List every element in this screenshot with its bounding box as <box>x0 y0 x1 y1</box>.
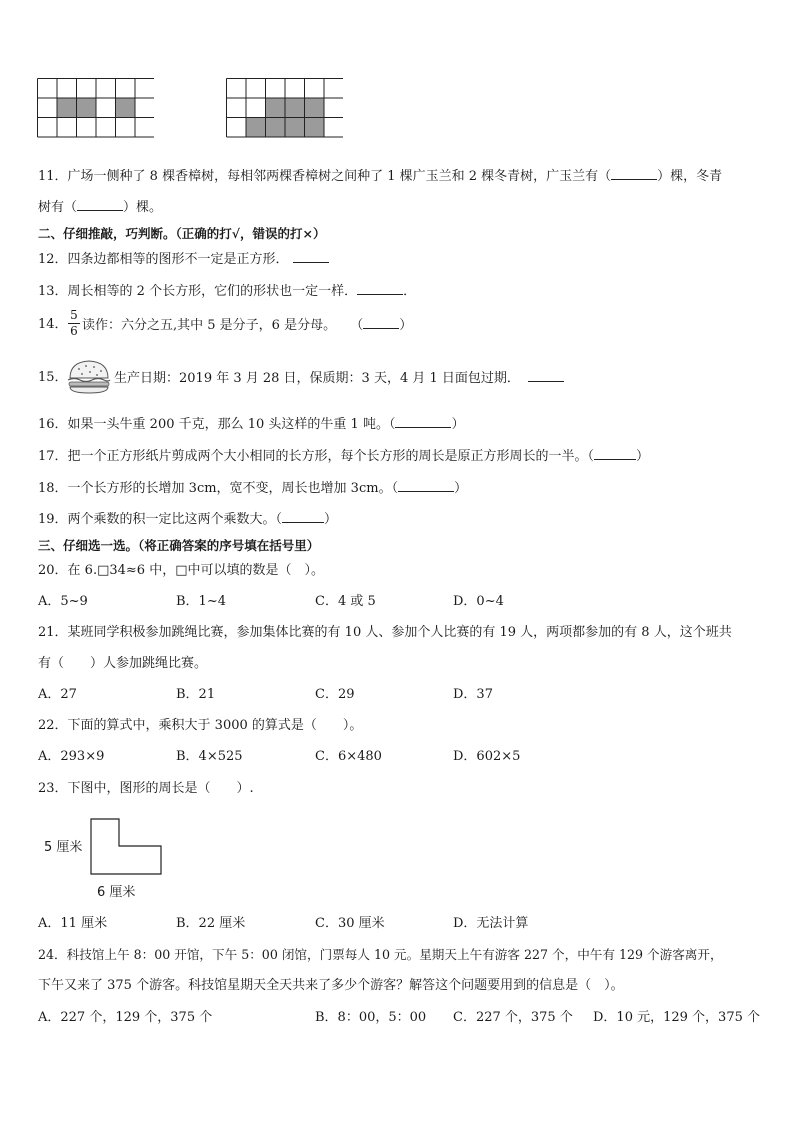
q18-text: 18．一个长方形的长增加 3cm，宽不变，周长也增加 3cm。（ <box>38 481 399 496</box>
q22-option-c[interactable]: C．6×480 <box>315 749 382 764</box>
bread-icon <box>64 356 114 396</box>
q14-text: 读作：六分之五,其中 5 是分子，6 是分母。 <box>82 318 337 333</box>
q19-line <box>38 510 337 529</box>
q14-prefix: 14． <box>38 317 68 332</box>
q20-option-c[interactable]: C．4 或 5 <box>315 594 376 609</box>
q18-line <box>38 479 467 498</box>
grid-figure-left <box>37 78 154 138</box>
q19-text: 19．两个乘数的积一定比这两个乘数大。（ <box>38 512 283 527</box>
q18-close: ） <box>454 481 468 496</box>
q24-option-d[interactable]: D．10 元，129 个，375 个 <box>593 1010 760 1025</box>
q16-close: ） <box>451 417 465 432</box>
q17-close: ） <box>636 449 650 464</box>
q20-option-d[interactable]: D．0~4 <box>453 594 504 609</box>
q11-blank-2[interactable] <box>77 198 123 211</box>
q22-option-a[interactable]: A．293×9 <box>38 749 105 764</box>
q17-text: 17．把一个正方形纸片剪成两个大小相同的长方形，每个长方形的周长是原正方形周长的一半。（ <box>38 449 595 464</box>
q11-text-b: ）棵，冬青 <box>657 169 723 184</box>
q24-text-b: 下午又来了 375 个游客。科技馆星期天全天共来了多少个游客？解答这个问题要用到的信息是（ ）。 <box>38 978 624 993</box>
q11-text-c: 树有（ <box>38 200 78 215</box>
q21-option-c[interactable]: C．29 <box>315 687 355 702</box>
q20-text: 20．在 6.□34≈6 中，□中可以填的数是（ ）。 <box>38 563 324 578</box>
q13-tail: ． <box>403 284 417 299</box>
q16-blank[interactable] <box>395 415 451 428</box>
q23-option-b[interactable]: B．22 厘米 <box>176 916 246 931</box>
q12-text: 12．四条边都相等的图形不一定是正方形． <box>38 252 289 267</box>
q23-width-label: 6 厘米 <box>97 885 136 900</box>
q20-option-a[interactable]: A．5~9 <box>38 594 88 609</box>
q24-option-a[interactable]: A．227 个，129 个，375 个 <box>38 1010 213 1025</box>
q22-option-d[interactable]: D．602×5 <box>453 749 521 764</box>
q21-option-a[interactable]: A．27 <box>38 687 77 702</box>
q14-numerator: 5 <box>68 308 80 324</box>
q14-line <box>82 316 412 335</box>
q24-option-c[interactable]: C．227 个，375 个 <box>453 1010 573 1025</box>
q11-text-d: ）棵。 <box>123 200 163 215</box>
q18-blank[interactable] <box>398 479 454 492</box>
q21-option-d[interactable]: D．37 <box>453 687 493 702</box>
q20-option-b[interactable]: B．1~4 <box>176 594 226 609</box>
q23-option-a[interactable]: A．11 厘米 <box>38 916 108 931</box>
q23-option-c[interactable]: C．30 厘米 <box>315 916 385 931</box>
q14-blank[interactable] <box>363 316 399 329</box>
q15-line <box>114 369 564 388</box>
q12-blank[interactable] <box>293 250 329 263</box>
q17-line <box>38 447 649 466</box>
q22-text: 22．下面的算式中，乘积大于 3000 的算式是（ ）。 <box>38 718 363 733</box>
q15-blank[interactable] <box>528 369 564 382</box>
q11-blank-1[interactable] <box>611 167 657 180</box>
q14-fraction <box>68 308 80 339</box>
section-3-title: 三、仔细选一选。（将正确答案的序号填在括号里） <box>38 538 320 553</box>
q16-line <box>38 415 464 434</box>
q15-prefix: 15． <box>38 370 68 385</box>
q13-blank[interactable] <box>357 282 403 295</box>
q14-paren-close: ） <box>399 318 413 333</box>
q23-text: 23．下图中，图形的周长是（ ）. <box>38 781 254 796</box>
q21-text-b: 有（ ）人参加跳绳比赛。 <box>38 656 208 671</box>
q21-option-b[interactable]: B．21 <box>176 687 216 702</box>
q22-option-b[interactable]: B．4×525 <box>176 749 243 764</box>
q17-blank[interactable] <box>594 447 636 460</box>
q14-paren-open: （ <box>350 318 364 333</box>
q15-text: 生产日期：2019 年 3 月 28 日，保质期：3 天，4 月 1 日面包过期． <box>114 371 520 386</box>
q13-text: 13．周长相等的 2 个长方形，它们的形状也一定一样． <box>38 284 358 299</box>
q14-denominator: 6 <box>70 324 78 338</box>
q12-line <box>38 250 329 269</box>
q23-height-label: 5 厘米 <box>44 840 83 855</box>
q21-text-a: 21．某班同学积极参加跳绳比赛，参加集体比赛的有 10 人、参加个人比赛的有 19 人，两项都参加的有 8 人，这个班共 <box>38 625 732 640</box>
grid-figure-right <box>226 78 343 138</box>
section-2-title: 二、仔细推敲，巧判断。（正确的打√，错误的打×） <box>38 226 326 241</box>
l-shape-figure <box>90 818 164 876</box>
q16-text: 16．如果一头牛重 200 千克，那么 10 头这样的牛重 1 吨。（ <box>38 417 396 432</box>
q19-blank[interactable] <box>282 510 324 523</box>
q11-text-a: 11．广场一侧种了 8 棵香樟树，每相邻两棵香樟树之间种了 1 棵广玉兰和 2 棵冬青树，广玉兰有（ <box>38 169 612 184</box>
q11-line1 <box>38 167 722 186</box>
q23-option-d[interactable]: D．无法计算 <box>453 916 529 931</box>
q11-line2 <box>38 198 162 217</box>
q19-close: ） <box>324 512 338 527</box>
q24-text-a: 24．科技馆上午 8：00 开馆，下午 5：00 闭馆，门票每人 10 元。星期天上午有游客 227 个，中午有 129 个游客离开， <box>38 947 723 962</box>
q24-option-b[interactable]: B．8：00，5：00 <box>315 1010 427 1025</box>
q13-line <box>38 282 416 301</box>
